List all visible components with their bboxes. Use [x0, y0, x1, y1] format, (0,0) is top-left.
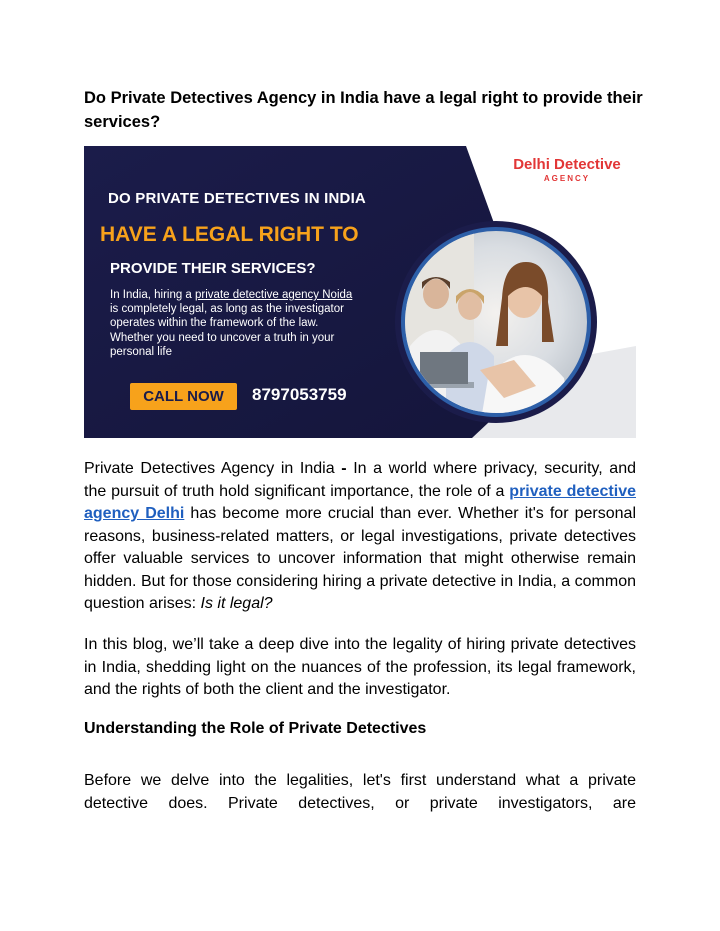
- banner-body-before: In India, hiring a: [110, 289, 196, 301]
- paragraph-1-text-after: has become more crucial than ever. Whether it's for personal reasons, business-related matters, or legal investigations, private detectives offer valuable services to uncover information that might otherwise remain hidden. But for those considering hiring a private detective in India, a common question arises:: [84, 505, 636, 612]
- paragraph-1-text-before: In a world where privacy, security, and the pursuit of truth hold significant importance, the role of a: [84, 460, 636, 500]
- document-title: Do Private Detectives Agency in India have a legal right to provide their services?: [84, 89, 643, 131]
- paragraph-1: [84, 458, 636, 616]
- banner-headline-1: DO PRIVATE DETECTIVES IN INDIA: [108, 190, 366, 207]
- banner-body-link: private detective agency Noida: [195, 289, 353, 301]
- banner-body-after: is completely legal, as long as the investigator operates within the framework of the law. Whether you need to uncover a truth in your personal life: [110, 303, 344, 358]
- call-now-button: CALL NOW: [130, 383, 237, 410]
- paragraph-2: In this blog, we’ll take a deep dive into the legality of hiring private detectives in India, shedding light on the nuances of the profession, its legal framework, and the rights of both the client and the investigator.: [84, 636, 636, 698]
- section-heading: Understanding the Role of Private Detectives: [84, 720, 427, 737]
- banner-body-text: [110, 288, 355, 359]
- paragraph-3: Before we delve into the legalities, let's first understand what a private detective does. Private detectives, or private investigators, are: [84, 772, 636, 812]
- paragraph-1-dash: -: [341, 460, 354, 477]
- paragraph-1-lead: Private Detectives Agency in India: [84, 460, 342, 477]
- promo-banner: [84, 146, 636, 438]
- banner-headline-3: PROVIDE THEIR SERVICES?: [110, 260, 316, 277]
- brand-name: Delhi Detective: [513, 156, 621, 173]
- paragraph-1-question: Is it legal?: [200, 595, 273, 612]
- banner-headline-2: HAVE A LEGAL RIGHT TO: [100, 223, 359, 246]
- brand-subtitle: AGENCY: [543, 174, 591, 183]
- phone-number: 8797053759: [252, 385, 347, 404]
- private-detective-agency-delhi-link[interactable]: private detective agency Delhi: [84, 482, 636, 522]
